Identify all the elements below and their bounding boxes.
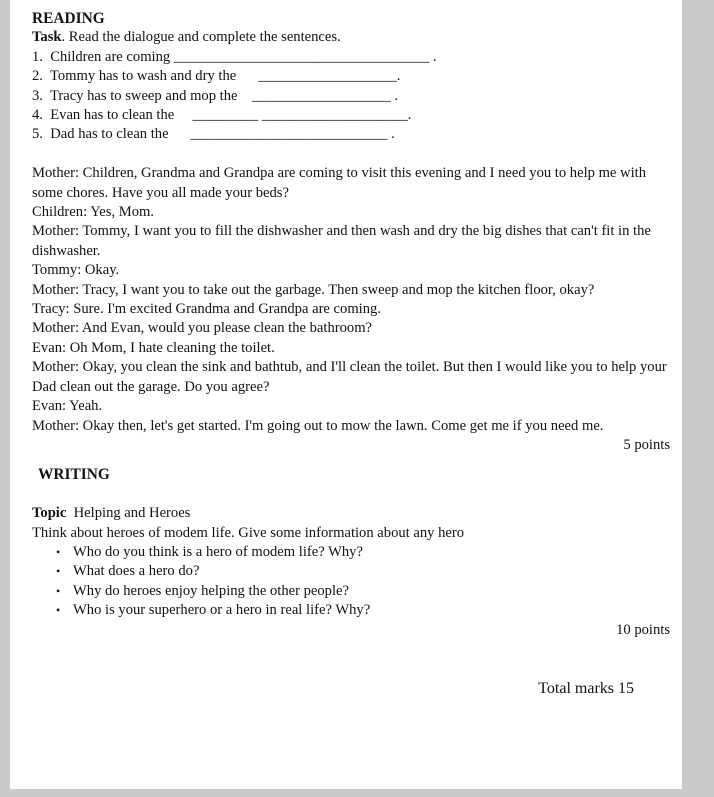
- question-2: 2. Tommy has to wash and dry the ___________________.: [32, 68, 401, 85]
- bullet-text: What does a hero do?: [73, 563, 200, 580]
- dialogue-line: Tracy: Sure. I'm excited Grandma and Grandpa are coming.: [32, 301, 381, 318]
- question-3: 3. Tracy has to sweep and mop the ___________________ .: [32, 87, 399, 104]
- task-text: . Read the dialogue and complete the sentences.: [61, 29, 341, 46]
- bullet-text: Who is your superhero or a hero in real life? Why?: [73, 602, 371, 619]
- dialogue-line: Mother: Children, Grandma and Grandpa are coming to visit this evening and I need you to help me with some chores. Have you all made your beds?: [32, 165, 647, 201]
- bullet-item: [32, 601, 674, 620]
- bullet-text: Who do you think is a hero of modem life? Why?: [73, 543, 363, 560]
- topic-label: Topic: [32, 505, 67, 522]
- question-4: 4. Evan has to clean the _________ ____________________.: [32, 107, 412, 124]
- topic-line: [32, 504, 674, 523]
- dialogue-line: Mother: Okay, you clean the sink and bathtub, and I'll clean the toilet. But then I would like you to help your Dad clean out the garage. Do you agree?: [32, 359, 667, 395]
- bullet-icon: •: [56, 583, 61, 598]
- topic-separator: [66, 505, 73, 521]
- writing-intro: Think about heroes of modem life. Give some information about any hero: [32, 524, 465, 541]
- bullet-item: [32, 582, 674, 601]
- task-label: Task: [32, 29, 62, 46]
- dialogue-line: Evan: Oh Mom, I hate cleaning the toilet.: [32, 339, 275, 356]
- bullet-text: Why do heroes enjoy helping the other people?: [73, 582, 349, 599]
- bullet-icon: •: [56, 564, 61, 579]
- blank-line: [32, 640, 674, 659]
- blank-line: [32, 145, 674, 164]
- reading-section: [32, 9, 674, 455]
- bullet-icon: •: [56, 544, 61, 559]
- dialogue-line: Mother: And Evan, would you please clean the bathroom?: [32, 320, 373, 337]
- bullet-icon: •: [56, 603, 61, 618]
- reading-heading: READING: [32, 10, 105, 27]
- writing-heading: WRITING: [38, 466, 110, 484]
- bullet-item: [32, 543, 674, 562]
- blank-line: [32, 485, 674, 504]
- reading-points: 5 points: [623, 436, 670, 453]
- question-1: 1. Children are coming ___________________________________ .: [32, 48, 437, 65]
- bullet-item: [32, 562, 674, 581]
- dialogue-line: Evan: Yeah.: [32, 398, 103, 415]
- dialogue-line: Tommy: Okay.: [32, 262, 120, 279]
- question-5: 5. Dad has to clean the ___________________________ .: [32, 126, 395, 143]
- dialogue-line: Children: Yes, Mom.: [32, 204, 155, 221]
- topic-text: Helping and Heroes: [73, 505, 191, 522]
- dialogue-line: Mother: Okay then, let's get started. I'm going out to mow the lawn. Come get me if you need me.: [32, 417, 604, 434]
- dialogue-line: Mother: Tracy, I want you to take out the garbage. Then sweep and mop the kitchen floor, okay?: [32, 281, 595, 298]
- blank-line: [32, 659, 674, 678]
- document-page: [10, 0, 682, 789]
- writing-points: 10 points: [616, 621, 670, 638]
- dialogue-line: Mother: Tommy, I want you to fill the dishwasher and then wash and dry the big dishes that can't fit in the dishwasher.: [32, 223, 651, 259]
- writing-section: [32, 465, 674, 640]
- section-gap: [32, 455, 674, 465]
- task-line: [32, 28, 674, 47]
- total-marks: Total marks 15: [538, 679, 634, 697]
